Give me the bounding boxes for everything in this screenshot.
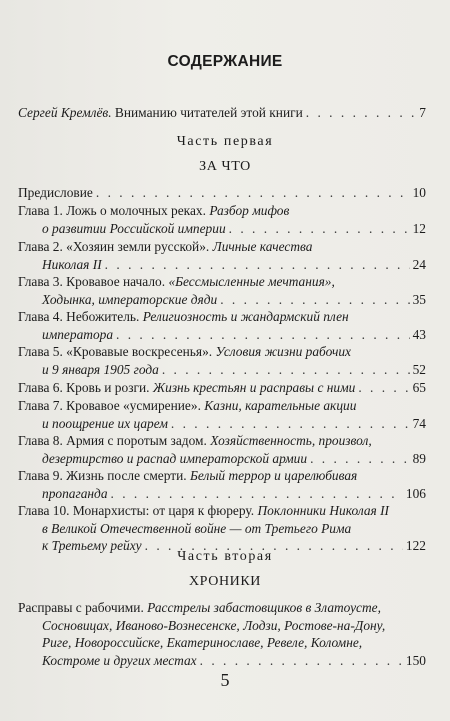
page-number: 106 <box>405 485 426 501</box>
chapter-subtitle-cont: Ходынка, императорские дяди <box>42 291 218 307</box>
toc-entry-chapter-3[interactable] <box>18 273 426 308</box>
leader-dots <box>358 379 409 397</box>
chapter-subtitle-cont: императора <box>42 326 114 342</box>
leader-dots <box>116 326 410 344</box>
toc-entry-intro[interactable] <box>18 104 426 122</box>
chapter-title: Глава 1. Ложь о молочных реках. <box>18 203 206 218</box>
entry-subtitle-cont: Сосновицах, Иваново-Вознесенске, Лодзи, Ростове-на-Дону, <box>42 617 386 633</box>
leader-dots <box>96 184 410 202</box>
chapter-subtitle-cont: и поощрение их царем <box>42 415 168 431</box>
chapter-subtitle-cont: Николая II <box>42 256 102 272</box>
chapter-subtitle: Условия жизни рабочих <box>215 344 351 359</box>
page-number: 52 <box>412 361 426 377</box>
toc-entry-chapter-9[interactable] <box>18 467 426 502</box>
chapter-subtitle-cont: пропаганда <box>42 485 108 501</box>
page-title: СОДЕРЖАНИЕ <box>167 53 283 70</box>
chapter-subtitle-cont: о развитии Российской империи <box>42 220 226 236</box>
page-number: 74 <box>412 415 426 431</box>
chapter-subtitle: Хозяйственность, произвол, <box>210 433 372 448</box>
toc-entry-chapter-6[interactable] <box>18 379 426 397</box>
preface-title: Предисловие <box>18 185 93 200</box>
page-number: 12 <box>412 220 426 236</box>
leader-dots <box>111 485 403 503</box>
leader-dots <box>229 220 410 238</box>
page-number: 7 <box>419 105 426 120</box>
leader-dots <box>220 291 409 309</box>
chapter-subtitle: «Бессмысленные мечтания», <box>168 274 335 289</box>
chapter-title: Глава 3. Кровавое начало. <box>18 274 166 289</box>
leader-dots <box>200 652 403 670</box>
chapter-subtitle: Белый террор и царелюбивая <box>189 468 358 483</box>
entry-subtitle-cont: Риге, Новороссийске, Екатеринославе, Ревеле, Коломне, <box>42 635 363 651</box>
chapter-title: Глава 2. «Хозяин земли русской». <box>18 239 210 254</box>
part-1-label: Часть первая <box>176 134 274 149</box>
leader-dots <box>310 450 410 468</box>
chapter-subtitle: Религиозность и жандармский плен <box>142 309 349 324</box>
page-number: 10 <box>412 185 426 200</box>
intro-author: Сергей Кремлёв. <box>18 105 112 120</box>
page-number: 89 <box>412 450 426 466</box>
page-number: 150 <box>405 652 426 668</box>
page-number: 65 <box>412 380 426 395</box>
chapter-subtitle: Поклонники Николая II <box>257 503 390 518</box>
leader-dots <box>306 104 417 122</box>
chapter-subtitle-cont: дезертирство и распад императорской армии <box>42 450 308 466</box>
page-folio: 5 <box>220 670 230 690</box>
toc-entry-chapter-5[interactable] <box>18 343 426 378</box>
toc-entry-chapter-8[interactable] <box>18 432 426 467</box>
toc-entry-chapter-2[interactable] <box>18 238 426 273</box>
chapter-subtitle-cont: в Великой Отечественной войне — от Третьего Рима <box>42 520 352 536</box>
toc-entry-chronicles[interactable] <box>18 599 426 669</box>
leader-dots <box>162 361 410 379</box>
entry-subtitle: Расстрелы забастовщиков в Златоусте, <box>147 600 381 615</box>
chapter-title: Глава 8. Армия с поротым задом. <box>18 433 207 448</box>
page-number: 122 <box>405 538 426 554</box>
page-number: 24 <box>412 256 426 272</box>
chapter-title: Глава 4. Небожитель. <box>18 309 140 324</box>
toc-entry-chapter-4[interactable] <box>18 308 426 343</box>
toc-entry-chapter-7[interactable] <box>18 397 426 432</box>
chapter-subtitle: Личные качества <box>212 239 313 254</box>
part-2-title: ХРОНИКИ <box>188 574 262 589</box>
chapter-title: Глава 7. Кровавое «усмирение». <box>18 398 201 413</box>
entry-subtitle-cont: Костроме и других местах <box>42 652 197 668</box>
chapter-title: Глава 5. «Кровавые воскресенья». <box>18 344 213 359</box>
entry-title: Расправы с рабочими. <box>18 600 144 615</box>
toc-entry-preface[interactable] <box>18 184 426 202</box>
toc-entry-chapter-10[interactable] <box>18 502 426 555</box>
chapter-subtitle-cont: к Третьему рейху <box>42 538 142 554</box>
chapter-subtitle: Разбор мифов <box>209 203 290 218</box>
chapter-subtitle: Казни, карательные акции <box>204 398 357 413</box>
chapter-title: Глава 10. Монархисты: от царя к фюреру. <box>18 503 255 518</box>
toc-entry-chapter-1[interactable] <box>18 202 426 237</box>
page-number: 35 <box>412 291 426 307</box>
chapter-title: Глава 9. Жизнь после смерти. <box>18 468 187 483</box>
page-number: 43 <box>412 326 426 342</box>
intro-title: Вниманию читателей этой книги <box>114 105 303 120</box>
chapter-subtitle-cont: и 9 января 1905 года <box>42 361 159 377</box>
part-1-title: ЗА ЧТО <box>199 159 251 174</box>
chapter-subtitle: Жизнь крестьян и расправы с ними <box>152 380 356 395</box>
leader-dots <box>105 256 410 274</box>
chapter-title: Глава 6. Кровь и розги. <box>18 380 150 395</box>
part-2-label: Часть вторая <box>177 549 273 564</box>
leader-dots <box>171 415 410 433</box>
